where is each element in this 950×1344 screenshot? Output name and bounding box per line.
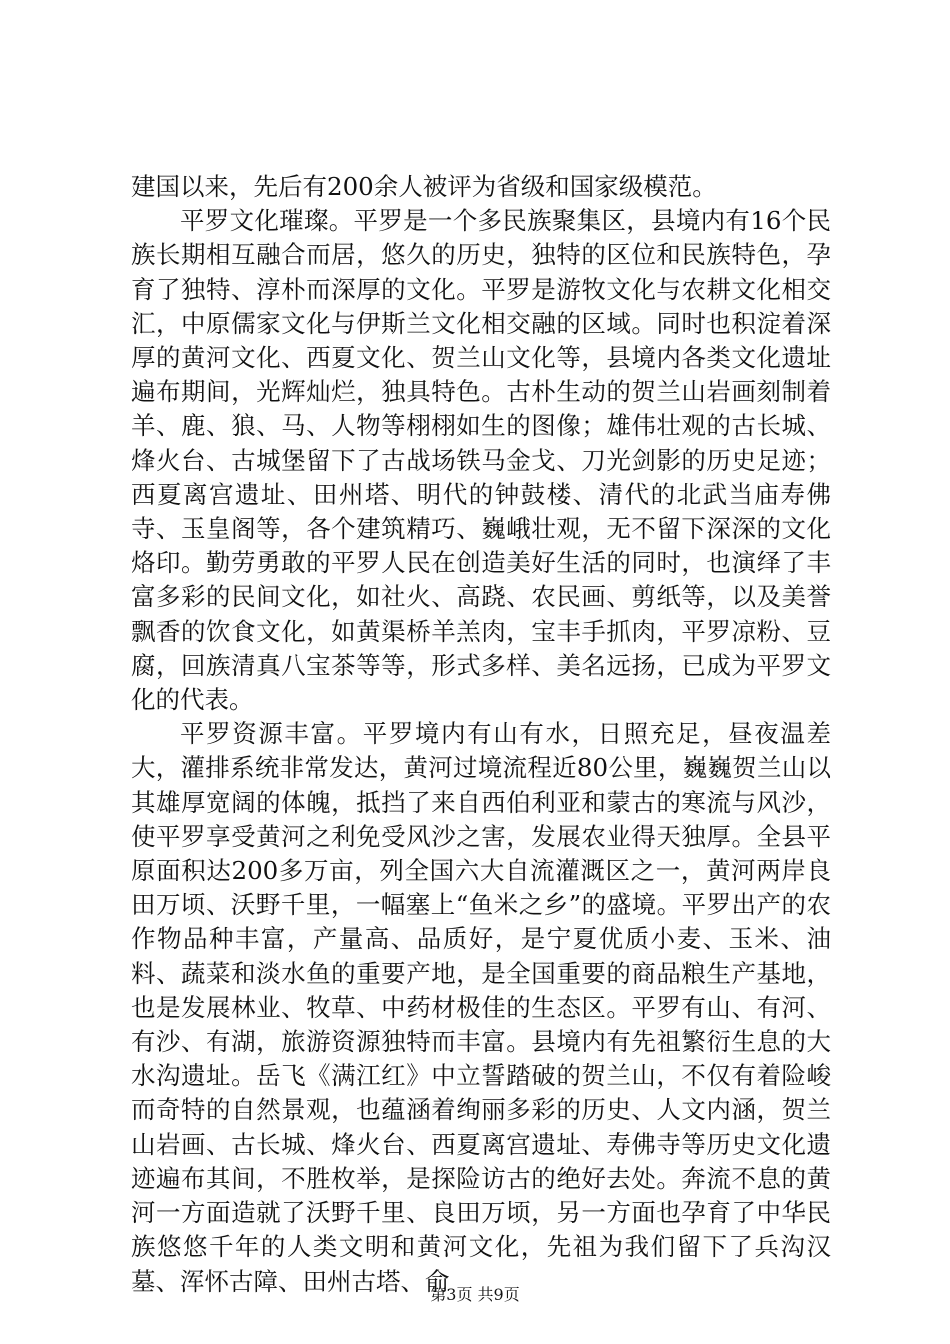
paragraph-continuation: 建国以来，先后有200余人被评为省级和国家级模范。 <box>131 172 717 201</box>
paragraph-culture: 平罗文化璀璨。平罗是一个多民族聚集区，县境内有16个民族长期相互融合而居，悠久的历史，独特的区位和民族特色，孕育了独特、淳朴而深厚的文化。平罗是游牧文化与农耕文化相交汇，中原儒家文化与伊斯兰文化相交融的区域。同时也积淀着深厚的黄河文化、西夏文化、贺兰山文化等，县境内各类文化遗址遍布期间，光辉灿烂，独具特色。古朴生动的贺兰山岩画刻制着羊、鹿、狼、马、人物等栩栩如生的图像；雄伟壮观的古长城、烽火台、古城堡留下了古战场铁马金戈、刀光剑影的历史足迹；西夏离宫遗址、田州塔、明代的钟鼓楼、清代的北武当庙寿佛寺、玉皇阁等，各个建筑精巧、巍峨壮观，无不留下深深的文化烙印。勤劳勇敢的平罗人民在创造美好生活的同时，也演绎了丰富多彩的民间文化，如社火、高跷、农民画、剪纸等，以及美誉飘香的饮食文化，如黄渠桥羊羔肉，宝丰手抓肉，平罗凉粉、豆腐，回族清真八宝茶等等，形式多样、美名远扬，已成为平罗文化的代表。 <box>131 206 831 715</box>
document-body <box>131 170 831 1299</box>
page-number-footer: 第3页 共9页 <box>430 1285 520 1304</box>
paragraph-resources: 平罗资源丰富。平罗境内有山有水，日照充足，昼夜温差大，灌排系统非常发达，黄河过境流程近80公里，巍巍贺兰山以其雄厚宽阔的体魄，抵挡了来自西伯利亚和蒙古的寒流与风沙，使平罗享受黄河之利免受风沙之害，发展农业得天独厚。全县平原面积达200多万亩，列全国六大自流灌溉区之一，黄河两岸良田万顷、沃野千里，一幅塞上“鱼米之乡”的盛境。平罗出产的农作物品种丰富，产量高、品质好，是宁夏优质小麦、玉米、油料、蔬菜和淡水鱼的重要产地，是全国重要的商品粮生产基地，也是发展林业、牧草、中药材极佳的生态区。平罗有山、有河、有沙、有湖，旅游资源独特而丰富。县境内有先祖繁衍生息的大水沟遗址。岳飞《满江红》中立誓踏破的贺兰山，不仅有着险峻而奇特的自然景观，也蕴涵着绚丽多彩的历史、人文内涵，贺兰山岩画、古长城、烽火台、西夏离宫遗址、寿佛寺等历史文化遗迹遍布其间，不胜枚举，是探险访古的绝好去处。奔流不息的黄河一方面造就了沃野千里、良田万顷，另一方面也孕育了中华民族悠悠千年的人类文明和黄河文化，先祖为我们留下了兵沟汉墓、浑怀古障、田州古塔、俞 <box>131 719 831 1296</box>
